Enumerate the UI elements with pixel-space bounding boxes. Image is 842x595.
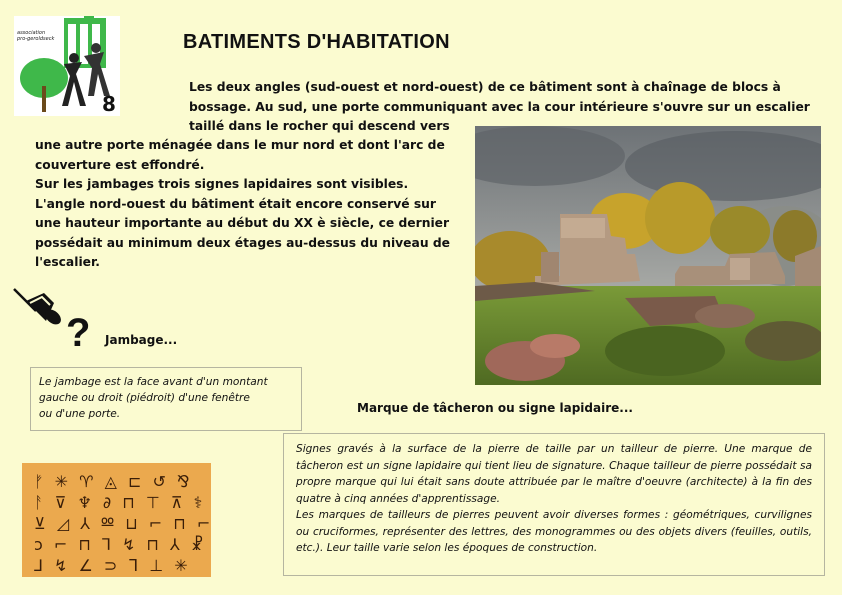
definition-line: Le jambage est la face avant d'un montant xyxy=(39,376,268,388)
pushpin-icon xyxy=(10,283,64,333)
jambage-label: Jambage... xyxy=(105,333,178,347)
glyph-row: ᚨ ⊽ ♆ ∂ ⊓ ⊤ ⊼ ⚕ xyxy=(34,493,206,512)
marque-label: Marque de tâcheron ou signe lapidaire... xyxy=(357,401,633,415)
body-line: une autre porte ménagée dans le mur nord et dont l'arc de xyxy=(35,138,445,152)
ruins-photo-drawing xyxy=(475,126,821,385)
body-line: l'escalier. xyxy=(35,255,100,269)
page-number: 8 xyxy=(102,92,116,116)
jambage-definition-box xyxy=(30,367,302,431)
body-line: L'angle nord-ouest du bâtiment était encore conservé sur xyxy=(35,196,436,211)
question-mark: ? xyxy=(66,311,91,355)
body-line: Sur les jambages trois signes lapidaires sont visibles. xyxy=(35,177,409,191)
body-line: couverture est effondré. xyxy=(35,157,205,172)
body-line: possédait au minimum deux étages au-dessus du niveau de xyxy=(35,235,450,250)
glyph-row: ⊻ ◿ ⅄ Ⳬ ⊔ ⌐ ⊓ ⌐ xyxy=(34,514,214,533)
definition-line: ou d'une porte. xyxy=(39,408,121,420)
mason-marks-panel xyxy=(22,463,214,577)
signes-paragraph-1: Signes gravés à la surface de la pierre de taille par un tailleur de pierre. Une marque de tâcheron est un signe lapidaire qui tient lieu de signature. Chaque tailleur de pierre possédait sa propre marque qui lui était sans doute attribuée par le maître d'oeuvre (architecte) à la fin des quatre à cinq années d'apprentissage. xyxy=(296,443,812,505)
body-paragraph xyxy=(35,136,450,273)
page-title: BATIMENTS D'HABITATION xyxy=(183,31,450,53)
signes-paragraph-2: Les marques de tailleurs de pierres peuvent avoir diverses formes : géométriques, curvilignes ou cruciformes, représenter des lettres, des monogrammes ou des objets divers (feuilles, outils, etc.). Leur taille varie selon les époques de construction. xyxy=(296,509,812,554)
intro-line-2: bossage. Au sud, une porte communiquant avec la cour intérieure s'ouvre sur un escalier xyxy=(189,99,810,114)
body-line: une hauteur importante au début du XX è siècle, ce dernier xyxy=(35,216,450,230)
glyph-row: ⅃ ↯ ∠ ⊃ ᒣ ⊥ ✳ xyxy=(34,556,191,575)
signes-lapidaires-box xyxy=(283,433,825,576)
intro-line-3: taillé dans le rocher qui descend vers xyxy=(189,119,450,133)
intro-line-1: Les deux angles (sud-ouest et nord-ouest) de ce bâtiment sont à chaînage de blocs à xyxy=(189,80,781,94)
glyph-row: ᚠ ✳ ♈ ◬ ⊏ ↺ ⅋ xyxy=(34,472,193,491)
logo-text-line1: association xyxy=(17,30,46,36)
definition-line: gauche ou droit (piédroit) d'une fenêtre xyxy=(39,392,250,404)
glyph-row: ↄ ⌐ ⊓ ⅂ ↯ ⊓ ⅄ ☧ xyxy=(34,535,207,554)
logo-text-line2: pro-geroldseck xyxy=(17,36,55,42)
ruins-photo xyxy=(475,126,821,385)
